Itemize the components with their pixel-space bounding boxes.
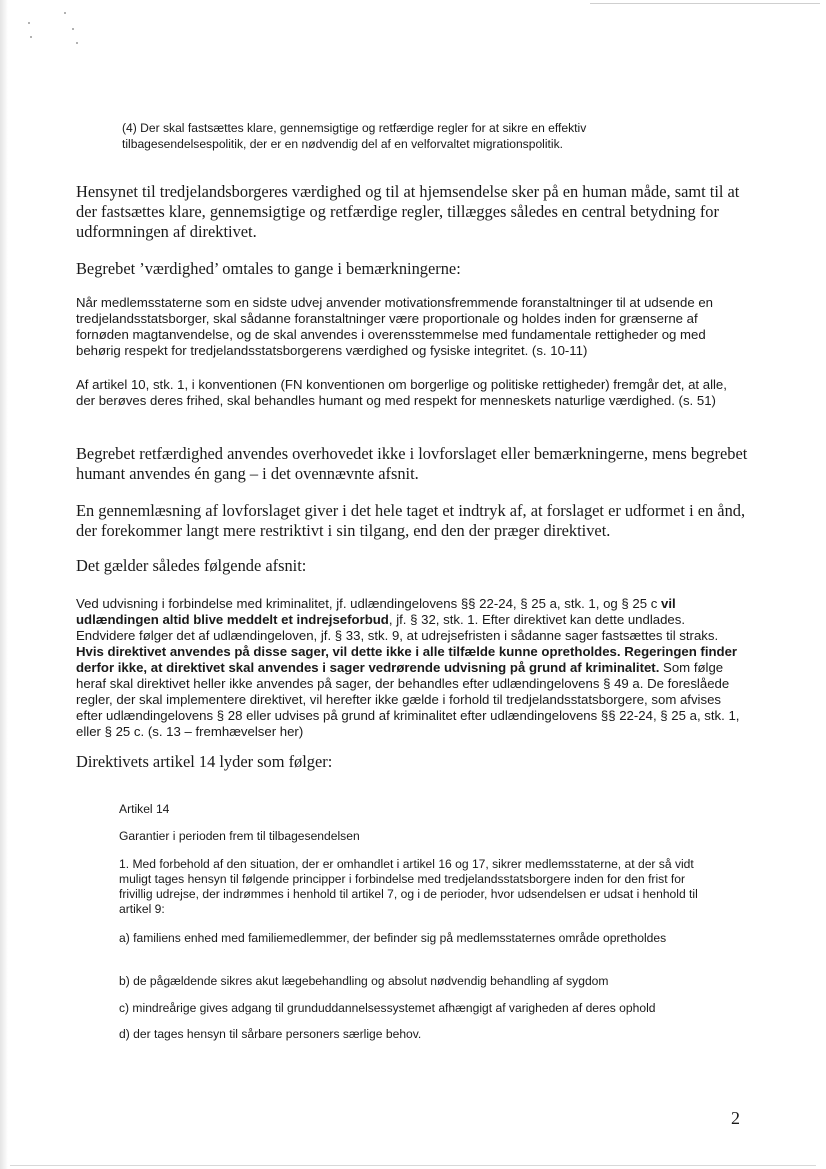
- paragraph-dignity-term: Begrebet ’værdighed’ omtales to gange i bemærkningerne:: [76, 259, 461, 278]
- scan-speck: [76, 42, 78, 44]
- article-item-b: b) de pågældende sikres akut lægebehandling og absolut nødvendig behandling af sygdom: [119, 974, 609, 988]
- scan-bottom-line: [10, 1165, 816, 1166]
- article-heading: Artikel 14: [119, 802, 170, 816]
- article-subheading: Garantier i perioden frem til tilbagesendelsen: [119, 829, 360, 843]
- article-item-c: c) mindreårige gives adgang til grunduddannelsessystemet afhængigt af varigheden af deres ophold: [119, 1001, 656, 1015]
- article-paragraph-1: 1. Med forbehold af den situation, der er omhandlet i artikel 16 og 17, sikrer medlemsstaterne, at der så vidt muligt tages hensyn til følgende principper i forbindelse med tredjelandsstatsborgere inden for den frist for frivillig udrejse, der indrømmes i henhold til artikel 7, og i de perioder, hvor udsendelsen er udsat i henhold til artikel 9:: [119, 857, 698, 916]
- scan-speck: [72, 28, 74, 30]
- scan-top-line: [590, 3, 820, 4]
- scan-speck: [30, 36, 32, 38]
- paragraph-article-14-intro: Direktivets artikel 14 lyder som følger:: [76, 752, 333, 771]
- paragraph-dignity-intro: Hensynet til tredjelandsborgeres værdighed og til at hjemsendelse sker på en human måde, samt til at der fastsættes klare, gennemsigtige og retfærdige regler, tillægges således en central betydning for udformningen af direktivet.: [76, 182, 740, 241]
- article-item-d: d) der tages hensyn til sårbare personers særlige behov.: [119, 1027, 422, 1041]
- scan-speck: [64, 12, 66, 14]
- intro-quote: (4) Der skal fastsættes klare, gennemsigtige og retfærdige regler for at sikre en effektiv tilbagesendelsespolitik, der er en nødvendig del af en velforvaltet migrationspolitik.: [122, 121, 587, 151]
- citation-text: Som følge heraf skal direktivet heller ikke anvendes på sager, der behandles efter udlændingelovens § 49 a. De foreslåede regler, der skal implementere direktivet, vil herefter ikke gælde i forhold til tredjelandsstatsborgere, som afvises efter udlændingelovens § 28 eller udvises på grund af kriminalitet efter udlændingelovens §§ 22-24, § 25 a, stk. 1, eller § 25 c. (s. 13 – fremhævelser her): [76, 660, 740, 739]
- citation-motivation-measures: Når medlemsstaterne som en sidste udvej anvender motivationsfremmende foranstaltninger til at udsende en tredjelandsstatsborger, skal sådanne foranstaltninger være proportionale og holdes inden for grænserne af fornøden magtanvendelse, og de skal anvendes i overensstemmelse med fundamentale rettigheder og med behørig respekt for tredjelandsstatsborgerens værdighed og fysiske integritet. (s. 10-11): [76, 295, 713, 358]
- page-number: 2: [731, 1108, 740, 1128]
- citation-text: , jf. § 32, stk. 1. Efter direktivet kan dette undlades. Endvidere følger det af udlændingeloven, jf. § 33, stk. 9, at udrejsefristen i sådanne sager fastsættes til straks.: [76, 612, 719, 643]
- citation-emphasis: Hvis direktivet anvendes på disse sager, vil dette ikke i alle tilfælde kunne opretholdes. Regeringen finder derfor ikke, at direktivet skal anvendes i sager vedrørende udvisning på grund af kriminalitet.: [76, 644, 738, 675]
- paragraph-justice-term: Begrebet retfærdighed anvendes overhovedet ikke i lovforslaget eller bemærkningerne, mens begrebet humant anvendes én gang – i det ovennævnte afsnit.: [76, 444, 748, 483]
- paragraph-restrictive-spirit: En gennemlæsning af lovforslaget giver i det hele taget et indtryk af, at forslaget er udformet i en ånd, der forekommer langt mere restriktivt i sin tilgang, end den der præger direktivet.: [76, 501, 746, 540]
- article-item-a: a) familiens enhed med familiemedlemmer, der befinder sig på medlemsstaternes område opretholdes: [119, 931, 667, 945]
- scan-edge-shadow: [0, 0, 8, 1169]
- scan-speck: [28, 22, 30, 24]
- citation-expulsion-crime: [76, 596, 746, 740]
- citation-convention-article-10: Af artikel 10, stk. 1, i konventionen (FN konventionen om borgerlige og politiske rettigheder) fremgår det, at alle, der berøves deres frihed, skal behandles humant og med respekt for menneskets naturlige værdighed. (s. 51): [76, 377, 727, 408]
- citation-text: Ved udvisning i forbindelse med kriminalitet, jf. udlændingelovens §§ 22-24, § 25 a, stk. 1, og § 25 c: [76, 596, 661, 611]
- paragraph-following-section: Det gælder således følgende afsnit:: [76, 556, 307, 575]
- citation-emphasis: vil udlændingen altid blive meddelt et indrejseforbud: [76, 596, 676, 627]
